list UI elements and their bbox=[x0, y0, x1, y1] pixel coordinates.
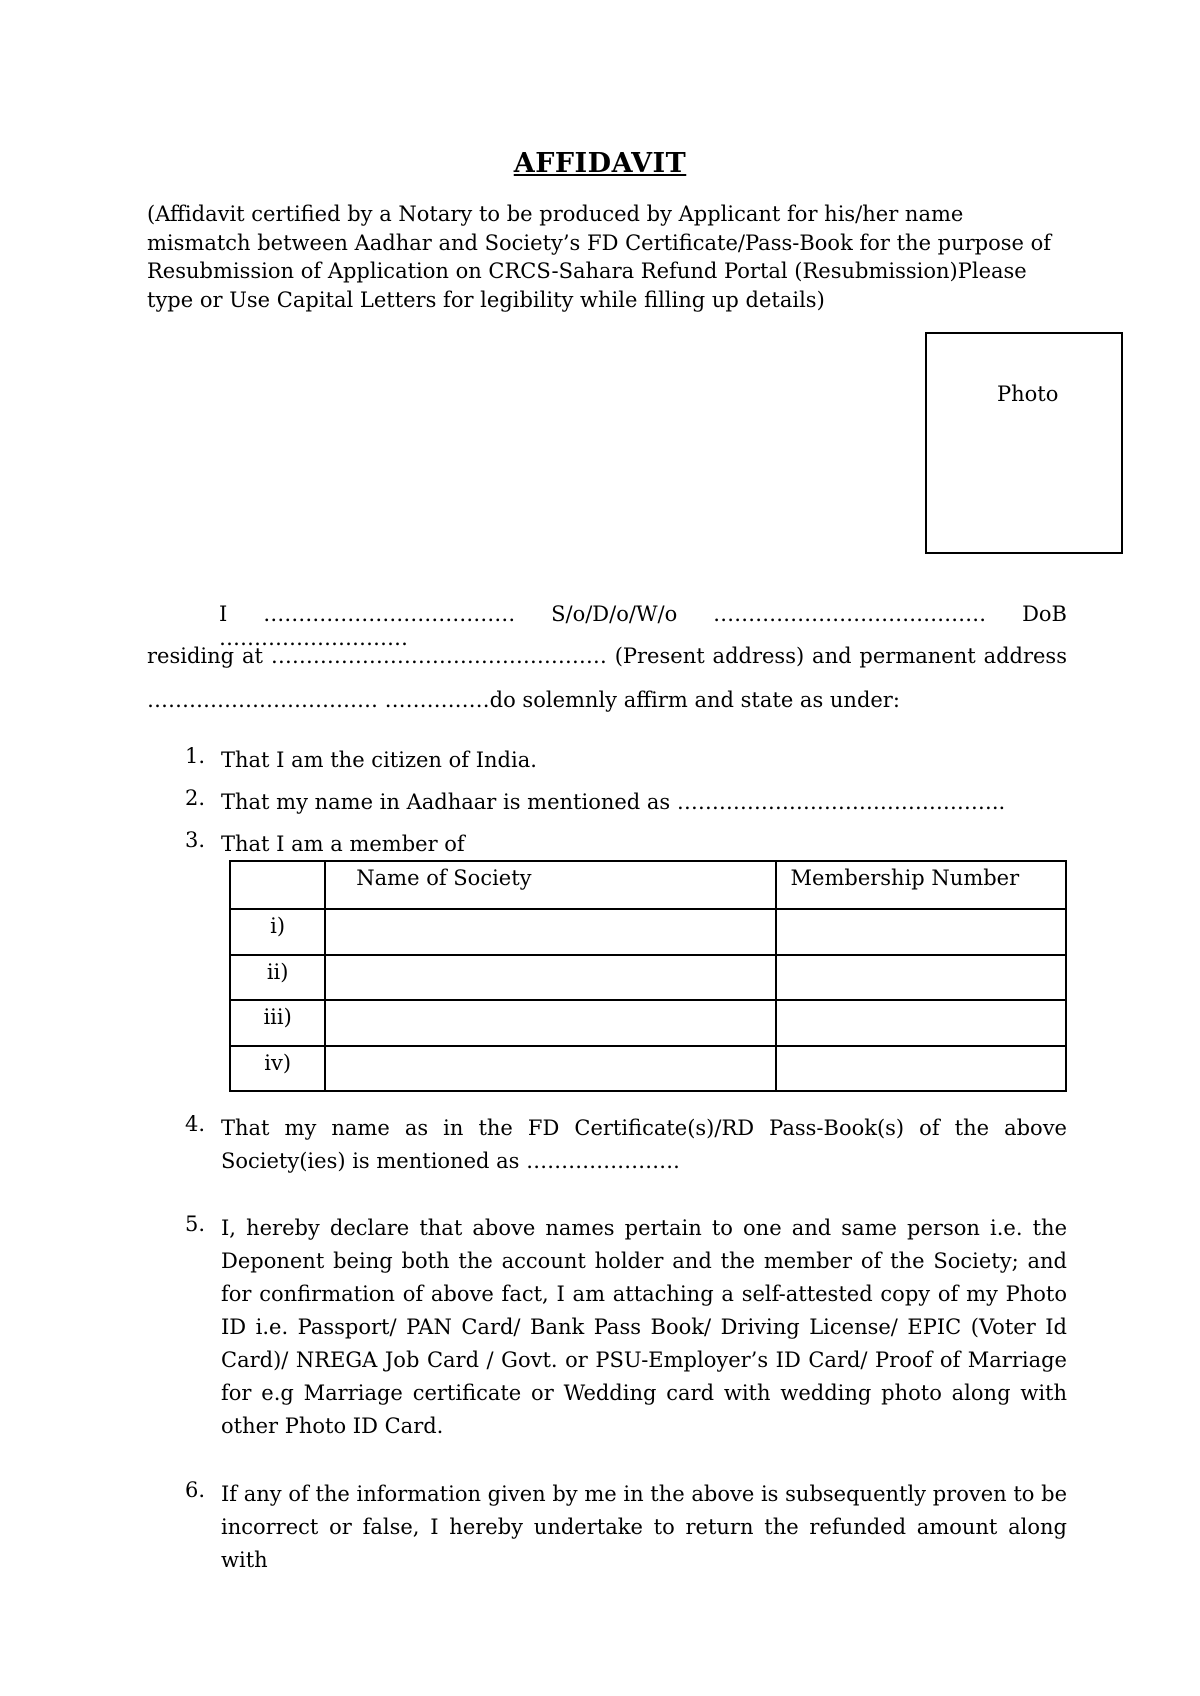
table-row bbox=[230, 955, 1066, 1001]
list-item-number: 4. bbox=[185, 1112, 206, 1136]
membership-number-cell[interactable] bbox=[776, 955, 1066, 1001]
table-header-row bbox=[230, 861, 1066, 909]
society-table bbox=[229, 860, 1067, 1092]
table-header-society: Name of Society bbox=[325, 861, 775, 909]
photo-label: Photo bbox=[997, 382, 1059, 406]
list-item-number: 3. bbox=[185, 828, 206, 852]
document-subtitle: (Affidavit certified by a Notary to be produced by Applicant for his/her name mismatch between Aadhar and Society’s FD Certificate/Pass-Book for the purpose of Resubmission of Application on CRCS-Sahara Refund Portal (Resubmission)Please type or Use Capital Letters for legibility while filling up details) bbox=[147, 202, 1052, 312]
list-item-text: That my name as in the FD Certificate(s)/RD Pass-Book(s) of the above Society(ies) is mentioned as …………………. bbox=[221, 1116, 1067, 1173]
list-item-text: That my name in Aadhaar is mentioned as ……………………………………….. bbox=[221, 790, 1006, 814]
statement-list bbox=[147, 0, 1067, 1696]
table-header-index bbox=[230, 861, 325, 909]
society-name-cell[interactable] bbox=[325, 955, 775, 1001]
document-title: AFFIDAVIT bbox=[513, 148, 687, 179]
list-item-text: I, hereby declare that above names pertain to one and same person i.e. the Deponent being both the account holder and the member of the Society; and for confirmation of above fact, I am attaching a self-attested copy of my Photo ID i.e. Passport/ PAN Card/ Bank Pass Book/ Driving License/ EPIC (Voter Id Card)/ NREGA Job Card / Govt. or PSU-Employer’s ID Card/ Proof of Marriage for e.g Marriage certificate or Wedding card with wedding photo along with other Photo ID Card. bbox=[221, 1216, 1067, 1438]
table-row bbox=[230, 1000, 1066, 1046]
row-index: i) bbox=[230, 909, 325, 955]
list-item-text: That I am the citizen of India. bbox=[221, 748, 537, 772]
intro-line-2: residing at ………………………………………… (Present address) and permanent address bbox=[147, 644, 1067, 668]
list-item-number: 5. bbox=[185, 1212, 206, 1236]
intro-line-1: I ……………………………… S/o/D/o/W/o ………………………………… DoB ……………………… bbox=[219, 602, 1067, 650]
list-item-number: 6. bbox=[185, 1478, 206, 1502]
list-item-number: 1. bbox=[185, 744, 206, 768]
membership-number-cell[interactable] bbox=[776, 1000, 1066, 1046]
table-header-membership: Membership Number bbox=[776, 861, 1066, 909]
row-index: iii) bbox=[230, 1000, 325, 1046]
society-name-cell[interactable] bbox=[325, 909, 775, 955]
list-item-number: 2. bbox=[185, 786, 206, 810]
intro-line-3: …………………………… ……………do solemnly affirm and state as under: bbox=[147, 688, 900, 712]
membership-number-cell[interactable] bbox=[776, 909, 1066, 955]
table-row bbox=[230, 1046, 1066, 1092]
table-row bbox=[230, 909, 1066, 955]
list-item-text: That I am a member of bbox=[221, 832, 465, 856]
list-item-text: If any of the information given by me in the above is subsequently proven to be incorrect or false, I hereby undertake to return the refunded amount along with bbox=[221, 1482, 1067, 1572]
row-index: iv) bbox=[230, 1046, 325, 1092]
membership-number-cell[interactable] bbox=[776, 1046, 1066, 1092]
society-name-cell[interactable] bbox=[325, 1000, 775, 1046]
society-name-cell[interactable] bbox=[325, 1046, 775, 1092]
row-index: ii) bbox=[230, 955, 325, 1001]
